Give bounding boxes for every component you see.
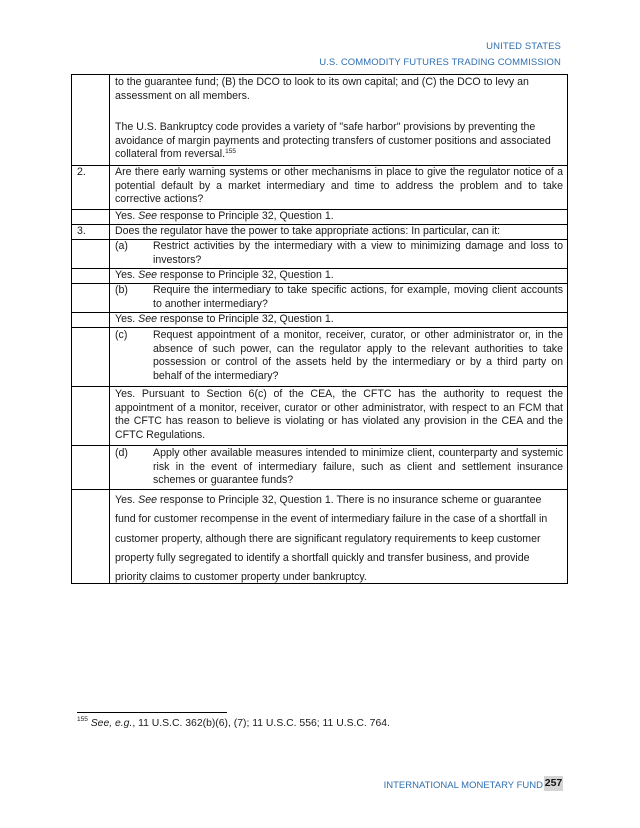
page-number: 257 [544, 777, 563, 789]
answer-text [115, 312, 563, 327]
answer-yes: Yes. [115, 494, 139, 506]
answer-text [115, 268, 563, 283]
footnote [77, 717, 390, 730]
subquestion-text: Require the intermediary to take specific actions, for example, moving client accounts to another intermediary? [153, 284, 563, 310]
answer-text: Yes. Pursuant to Section 6(c) of the CEA, the CFTC has the authority to request the appointment of a monitor, receiver, curator or other administrator, with respect to an FCM that the CFTC has reason to believe is violating or has violated any provision in the CEA and the CFTC Regulations. [115, 388, 563, 441]
subquestion-text: Apply other available measures intended to minimize client, counterparty and systemic risk in the event of intermediary failure, such as client and settlement insurance schemes or guarantee funds? [153, 447, 563, 487]
table-row-divider [71, 327, 568, 328]
footer-label: INTERNATIONAL MONETARY FUND [383, 780, 543, 791]
answer-yes: Yes. [115, 269, 139, 281]
question-text: Are there early warning systems or other mechanisms in place to give the regulator notice of a potential default by a market intermediary and time to address the problem and to take corrective actions? [115, 166, 563, 206]
answer-see: See [138, 269, 158, 281]
table-column-divider [109, 74, 110, 584]
answer-continuation: to the guarantee fund; (B) the DCO to look to its own capital; and (C) the DCO to levy an assessment on all members. [115, 76, 529, 102]
subquestion-text: Restrict activities by the intermediary with a view to minimizing damage and loss to investors? [153, 240, 563, 266]
subquestion-text: Request appointment of a monitor, receiver, curator, or other administrator or, in the absence of such power, can the regulator apply to the relevant authorities to take possession or control of the assets held by the intermediary or by a third party on behalf of the intermediary? [153, 329, 563, 382]
answer-yes: Yes. [115, 313, 139, 325]
question-number: 3. [77, 225, 86, 237]
footnote-text: , 11 U.S.C. 362(b)(6), (7); 11 U.S.C. 556; 11 U.S.C. 764. [132, 718, 390, 729]
table-row-divider [71, 445, 568, 446]
table-row-divider [71, 489, 568, 490]
answer-yes: Yes. [115, 210, 139, 222]
answer-reference: response to Principle 32, Question 1. [157, 313, 334, 325]
subquestion-label: (c) [115, 329, 128, 341]
answer-reference: response to Principle 32, Question 1. [157, 210, 334, 222]
answer-see: See [138, 313, 158, 325]
answer-reference: response to Principle 32, Question 1. [157, 269, 334, 281]
answer-bankruptcy-text: The U.S. Bankruptcy code provides a variety of "safe harbor" provisions by preventing the avoidance of margin payments and protecting transfers of customer positions and associated collateral from reversal. [115, 121, 551, 161]
question-number: 2. [77, 166, 86, 178]
answer-reference: response to Principle 32, Question 1. There is no insurance scheme or guarantee fund for customer recompense in the event of intermediary failure in the case of a shortfall in customer property, although there are significant regulatory requirements to keep customer property fully segregated to identify a shortfall quickly and transfer business, and provide priority claims to customer property under bankruptcy. [115, 494, 548, 584]
table-row-divider [71, 386, 568, 387]
answer-see: See [138, 494, 158, 506]
footnote-separator [77, 712, 227, 713]
question-text: Does the regulator have the power to take appropriate actions: In particular, can it: [115, 225, 501, 237]
answer-text [115, 491, 563, 587]
footnote-number: 155 [77, 716, 88, 723]
answer-text [115, 209, 563, 224]
footnote-see: See, e.g. [90, 718, 133, 729]
footnote-ref: 155 [225, 148, 236, 156]
header-country: UNITED STATES [486, 41, 561, 52]
answer-bankruptcy-paragraph [115, 121, 563, 162]
subquestion-label: (b) [115, 284, 128, 296]
subquestion-label: (a) [115, 240, 128, 252]
answer-see: See [138, 210, 158, 222]
subquestion-label: (d) [115, 447, 128, 459]
header-agency: U.S. COMMODITY FUTURES TRADING COMMISSION [319, 57, 561, 68]
